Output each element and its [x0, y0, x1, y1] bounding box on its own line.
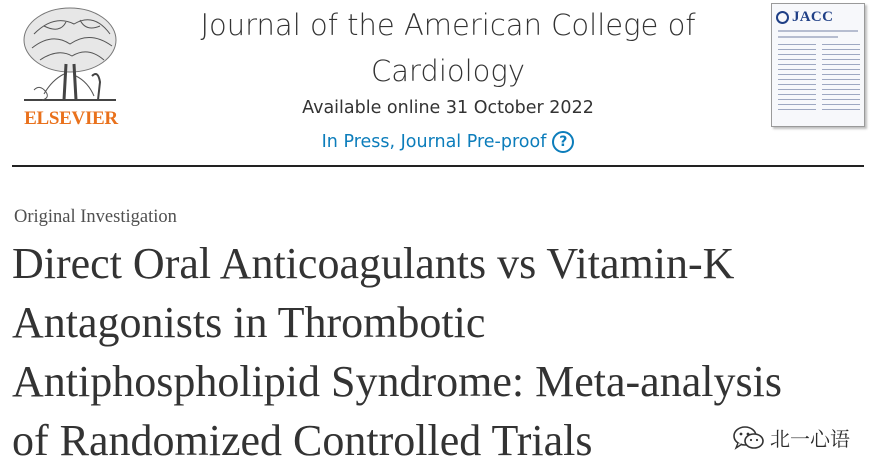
article-title-line: Antiphospholipid Syndrome: Meta-analysis [12, 357, 782, 406]
journal-info [160, 2, 736, 154]
journal-title-line1[interactable]: Journal of the American College of [200, 8, 696, 42]
publication-status [160, 130, 736, 154]
header-divider [12, 165, 864, 167]
journal-cover-thumbnail[interactable] [771, 3, 865, 127]
seal-icon [776, 11, 789, 24]
elsevier-tree-icon [14, 4, 126, 106]
journal-title-line2[interactable]: Cardiology [370, 54, 525, 88]
publisher-name: ELSEVIER [24, 108, 118, 129]
cover-journal-name: JACC [792, 9, 834, 25]
cover-text-lines [778, 30, 858, 42]
cover-contents [778, 44, 860, 114]
article-title-line: Direct Oral Anticoagulants vs Vitamin-K [12, 239, 735, 288]
wechat-icon [732, 424, 766, 452]
question-circle-icon[interactable]: ? [552, 131, 574, 153]
journal-header [0, 0, 884, 168]
cover-header [776, 9, 833, 26]
watermark-text: 北一心语 [770, 423, 850, 452]
watermark [732, 423, 850, 452]
status-link[interactable]: In Press, Journal Pre-proof [321, 132, 547, 152]
available-online-date: Available online 31 October 2022 [302, 98, 594, 118]
publisher-logo[interactable] [12, 4, 128, 130]
article-title-line: Antagonists in Thrombotic [12, 298, 486, 347]
article-title-line: of Randomized Controlled Trials [12, 416, 593, 465]
article-type: Original Investigation [14, 207, 177, 227]
